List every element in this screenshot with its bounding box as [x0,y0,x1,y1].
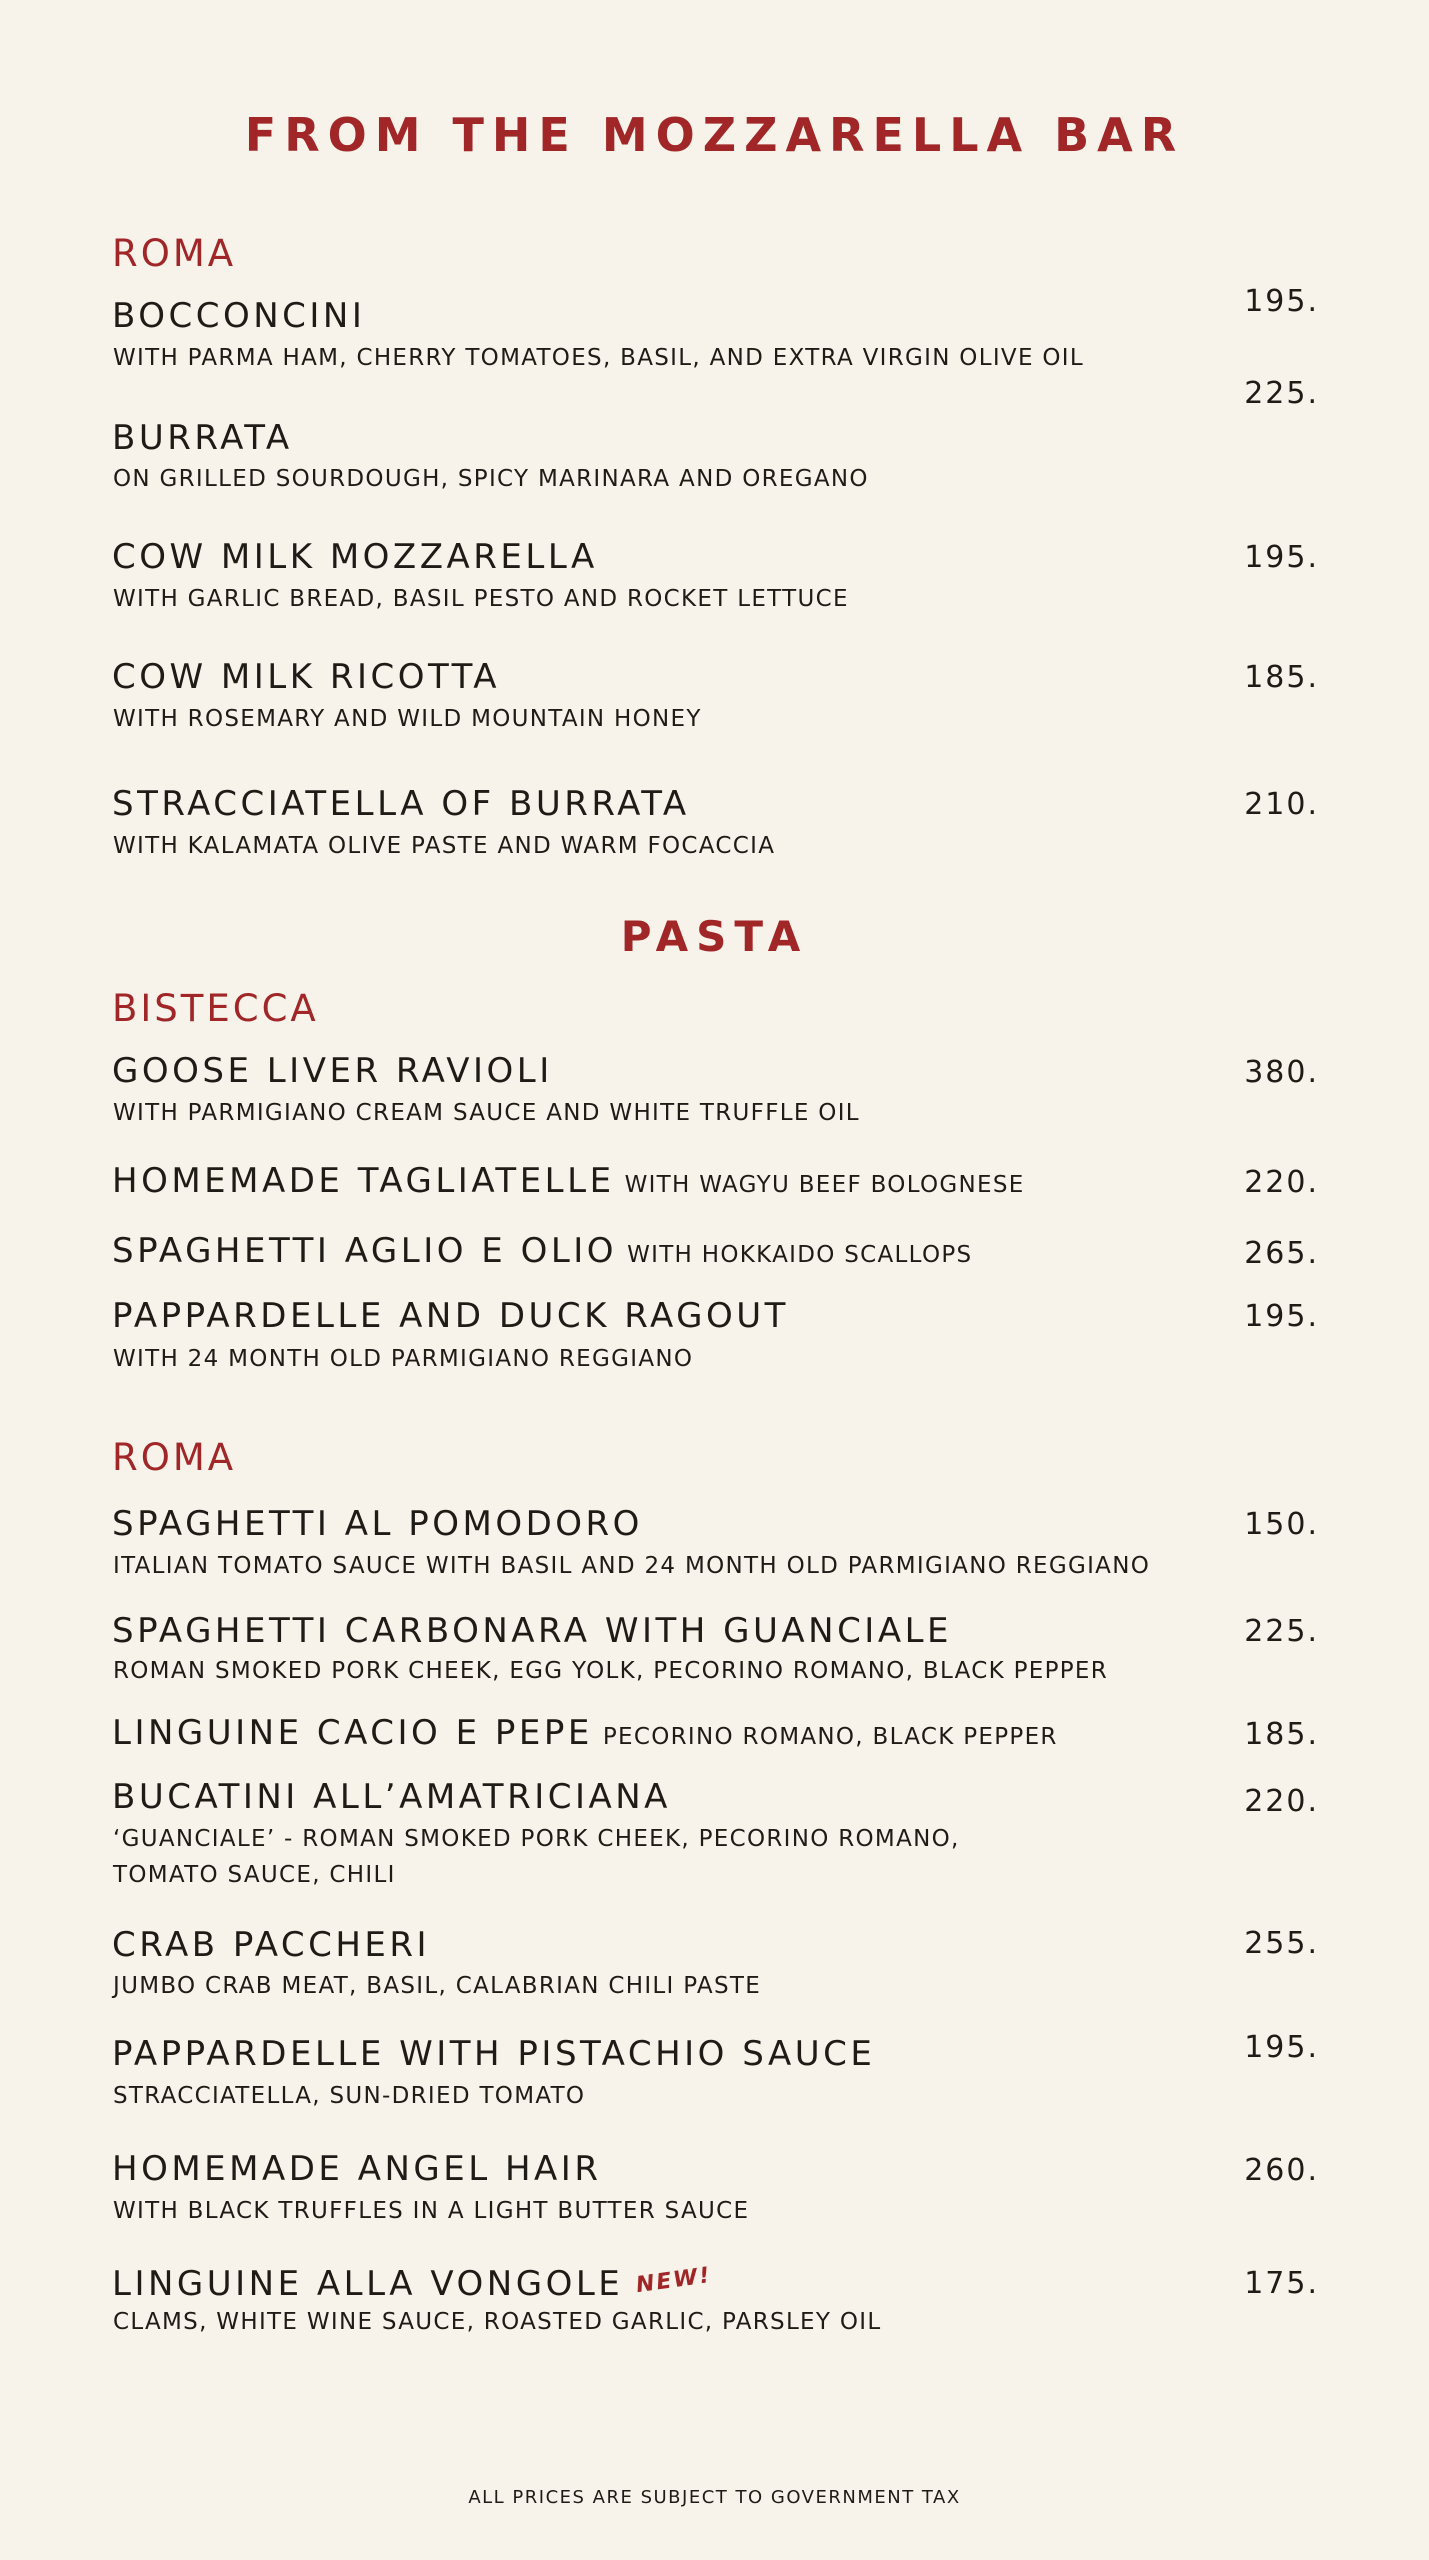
menu-item-name: BOCCONCINI [112,296,366,336]
menu-item-name: SPAGHETTI AL POMODORO [112,1504,643,1544]
menu-item-name: STRACCIATELLA OF BURRATA [112,784,690,824]
menu-item-description: WITH HOKKAIDO SCALLOPS [627,1242,973,1268]
menu-item-description: JUMBO CRAB MEAT, BASIL, CALABRIAN CHILI PASTE [113,1973,762,1999]
menu-item-description: PECORINO ROMANO, BLACK PEPPER [602,1724,1058,1750]
menu-item-name: SPAGHETTI CARBONARA WITH GUANCIALE [112,1611,953,1651]
menu-item-name: COW MILK RICOTTA [112,657,501,697]
menu-item-name: SPAGHETTI AGLIO E OLIO [112,1231,618,1271]
menu-item-price: 225. [1244,376,1319,411]
menu-item-name: LINGUINE CACIO E PEPE [112,1713,593,1753]
menu-item-name: LINGUINE ALLA VONGOLE [112,2264,624,2304]
menu-item-name: CRAB PACCHERI [112,1925,431,1965]
menu-item-price: 220. [1244,1165,1319,1200]
menu-item-price: 185. [1244,660,1319,695]
menu-item-price: 260. [1244,2153,1319,2188]
menu-item-description: WITH GARLIC BREAD, BASIL PESTO AND ROCKET LETTUCE [113,586,849,612]
menu-item-name: COW MILK MOZZARELLA [112,537,598,577]
subsection-title-roma: ROMA [112,232,237,275]
menu-item-description: WITH WAGYU BEEF BOLOGNESE [624,1172,1025,1198]
menu-item-price: 255. [1244,1926,1319,1961]
menu-item-price: 210. [1244,787,1319,822]
menu-item-price: 195. [1244,1299,1319,1334]
subsection-title-bistecca: BISTECCA [112,987,319,1030]
menu-item-price: 195. [1244,284,1319,319]
menu-item-description: WITH BLACK TRUFFLES IN A LIGHT BUTTER SAUCE [113,2198,750,2224]
menu-item-price: 220. [1244,1784,1319,1819]
tax-notice: ALL PRICES ARE SUBJECT TO GOVERNMENT TAX [468,2487,961,2508]
section-title-mozzarella-bar: FROM THE MOZZARELLA BAR [244,108,1185,162]
menu-item-price: 265. [1244,1236,1319,1271]
menu-item-price: 380. [1244,1055,1319,1090]
menu-item-row [112,2264,713,2304]
menu-item-price: 195. [1244,2030,1319,2065]
menu-item-price: 175. [1244,2266,1319,2301]
menu-item-description: WITH 24 MONTH OLD PARMIGIANO REGGIANO [113,1346,694,1372]
menu-item-description: WITH PARMA HAM, CHERRY TOMATOES, BASIL, AND EXTRA VIRGIN OLIVE OIL [113,345,1084,371]
menu-item-description: ON GRILLED SOURDOUGH, SPICY MARINARA AND OREGANO [113,466,869,492]
menu-item-description: WITH ROSEMARY AND WILD MOUNTAIN HONEY [113,706,702,732]
menu-item-price: 185. [1244,1717,1319,1752]
section-title-pasta: PASTA [620,912,809,961]
menu-item-name: PAPPARDELLE WITH PISTACHIO SAUCE [112,2034,876,2074]
subsection-title-roma: ROMA [112,1436,237,1479]
menu-item-row [112,1713,1058,1753]
menu-item-description: WITH KALAMATA OLIVE PASTE AND WARM FOCACCIA [113,833,776,859]
menu-item-name: HOMEMADE TAGLIATELLE [112,1161,615,1201]
menu-item-name: PAPPARDELLE AND DUCK RAGOUT [112,1296,789,1336]
menu-item-name: BURRATA [112,418,293,458]
menu-item-description-line-2: TOMATO SAUCE, CHILI [113,1862,396,1888]
menu-item-description: WITH PARMIGIANO CREAM SAUCE AND WHITE TRUFFLE OIL [113,1100,860,1126]
menu-item-description: CLAMS, WHITE WINE SAUCE, ROASTED GARLIC, PARSLEY OIL [113,2309,882,2335]
menu-item-row [112,1231,972,1271]
menu-item-row [112,1161,1025,1201]
menu-item-price: 150. [1244,1507,1319,1542]
menu-item-description: ‘GUANCIALE’ - ROMAN SMOKED PORK CHEEK, PECORINO ROMANO, [113,1826,960,1852]
menu-item-price: 225. [1244,1614,1319,1649]
menu-item-name: HOMEMADE ANGEL HAIR [112,2149,602,2189]
menu-item-name: BUCATINI ALL’AMATRICIANA [112,1777,671,1817]
menu-item-price: 195. [1244,540,1319,575]
menu-item-description: ROMAN SMOKED PORK CHEEK, EGG YOLK, PECORINO ROMANO, BLACK PEPPER [113,1658,1109,1684]
new-badge: NEW! [634,2262,714,2299]
menu-item-description: STRACCIATELLA, SUN-DRIED TOMATO [113,2083,586,2109]
menu-item-description: ITALIAN TOMATO SAUCE WITH BASIL AND 24 MONTH OLD PARMIGIANO REGGIANO [113,1553,1151,1579]
menu-item-name: GOOSE LIVER RAVIOLI [112,1051,553,1091]
